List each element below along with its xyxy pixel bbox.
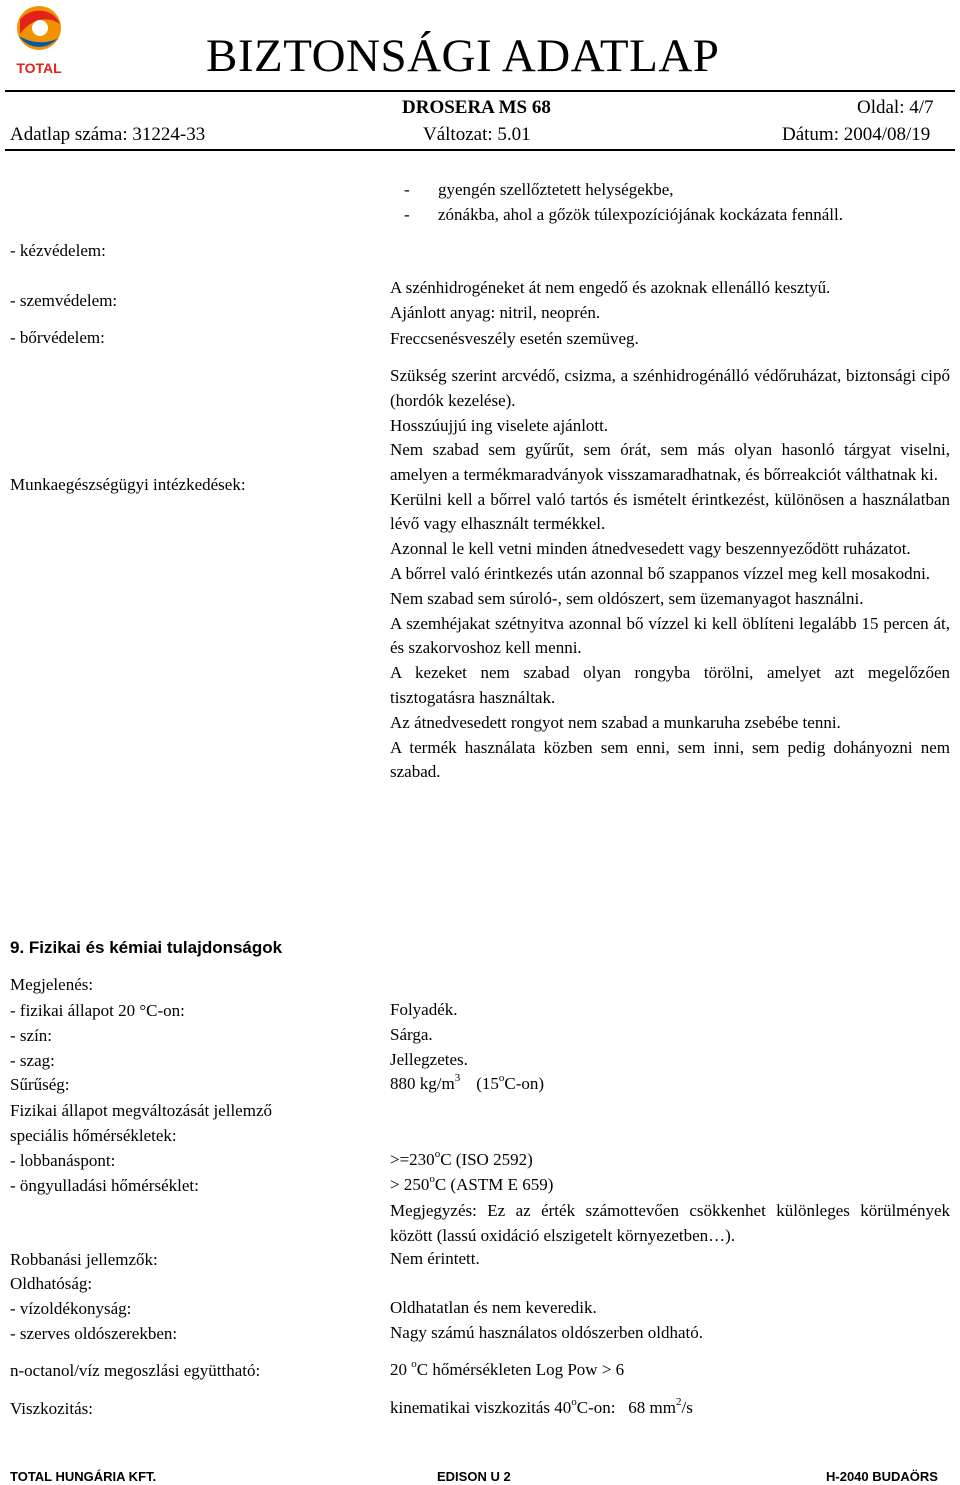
header-bottom-rule — [5, 149, 955, 151]
organic-solubility-value: Nagy számú használatos oldószerben oldható. — [390, 1323, 703, 1342]
hand-protection-value: A szénhidrogéneket át nem engedő és azoknak ellenálló kesztyű. Ajánlott anyag: nitril, neoprén. — [390, 278, 831, 322]
partition-label: n-octanol/víz megoszlási együttható: — [10, 1361, 261, 1380]
eye-protection-label: - szemvédelem: — [10, 291, 118, 310]
footer-city: H-2040 BUDAÖRS — [826, 1469, 938, 1484]
flash-point-label: - lobbanáspont: — [10, 1151, 116, 1170]
viscosity-value: kinematikai viszkozitás 40$^o$C-on: 68 $mm^2/s$ — [390, 1396, 693, 1417]
flash-point-value: $>=230^oC$ (ISO 2592) — [390, 1148, 533, 1169]
list-item: - gyengén szellőztetett helységekbe, — [404, 180, 674, 199]
water-solubility-value: Oldhatatlan és nem keveredik. — [390, 1298, 597, 1317]
document-title: BIZTONSÁGI ADATLAP — [206, 30, 720, 82]
solubility-label: Oldhatóság: — [10, 1274, 93, 1293]
total-logo — [10, 4, 68, 76]
color-label: - szín: — [10, 1026, 53, 1045]
density-label: Sűrűség: — [10, 1075, 70, 1094]
total-logo-icon — [10, 4, 68, 76]
footer-address: EDISON U 2 — [437, 1469, 511, 1484]
sheet-number: Adatlap száma: 31224-33 — [10, 124, 206, 145]
skin-protection-label: - bőrvédelem: — [10, 328, 105, 347]
temps-label-1: Fizikai állapot megváltozását jellemző — [10, 1101, 272, 1120]
explosive-label: Robbanási jellemzők: — [10, 1250, 158, 1269]
hygiene-text: Nem szabad sem gyűrűt, sem órát, sem más olyan hasonló tárgyat viselni, amelyen a termékmaradványok visszamaradhatnak, és bőrreakciót válthatnak ki. Kerülni kell a bőrrel való tartós és ismételt érintkezést, különösen a használatban lévő vagy elhasznált termékkel. Azonnal le kell vetni minden átnedvesedett vagy beszennyeződött ruházatot. A bőrrel való érintkezés után azonnal bő szappanos vízzel meg kell mosakodni. Nem szabad sem súroló-, sem oldószert, sem üzemanyagot használni. A szemhéjakat szétnyitva azonnal bő vízzel ki kell öblíteni legalább 15 percen át, és szakorvoshoz kell menni. A kezeket nem szabad olyan rongyba törölni, amelyet azt megelőzően tisztogatásra használtak. Az átnedvesedett rongyot nem szabad a munkaruha zsebébe tenni. A termék használata közben sem enni, sem inni, sem pedig dohányozni nem szabad. — [390, 440, 950, 782]
state-value: Folyadék. — [390, 1000, 458, 1019]
autoignition-value: > $250^oC$ (ASTM E 659) — [390, 1173, 554, 1194]
density-value: 880 $kg/m^3$ (15$^o$C-on) — [390, 1072, 545, 1093]
autoignition-label: - öngyulladási hőmérséklet: — [10, 1176, 199, 1195]
logo-text: TOTAL — [16, 60, 62, 76]
explosive-value: Nem érintett. — [390, 1249, 480, 1268]
list-item: - zónákba, ahol a gőzök túlexpozíciójának kockázata fennáll. — [404, 205, 843, 224]
state-label: - fizikai állapot 20 °C-on: — [10, 1001, 185, 1020]
viscosity-label: Viszkozitás: — [10, 1399, 94, 1418]
page-number: Oldal: 4/7 — [857, 97, 934, 118]
skin-protection-value: Szükség szerint arcvédő, csizma, a szénhidrogénálló védőruházat, biztonsági cipő (hordók kezelése). Hosszúujjú ing viselete ajánlott. — [390, 366, 950, 435]
date: Dátum: 2004/08/19 — [782, 124, 931, 145]
hand-protection-label: - kézvédelem: — [10, 241, 106, 260]
color-value: Sárga. — [390, 1025, 433, 1044]
footer-company: TOTAL HUNGÁRIA KFT. — [10, 1469, 157, 1484]
water-solubility-label: - vízoldékonyság: — [10, 1299, 132, 1318]
header-top-rule — [5, 90, 955, 92]
hygiene-label: Munkaegészségügyi intézkedések: — [10, 475, 246, 494]
partition-value: 20 $^o$C hőmérsékleten Log Pow > 6 — [390, 1358, 625, 1379]
eye-protection-value: Freccsenésveszély esetén szemüveg. — [390, 329, 639, 348]
odor-value: Jellegzetes. — [390, 1050, 468, 1069]
product-name: DROSERA MS 68 — [402, 97, 551, 118]
appearance-label: Megjelenés: — [10, 975, 94, 994]
autoignition-note: Megjegyzés: Ez az érték számottevően csökkenhet különleges körülmények között (lassú oxidáció elszigetelt környezetben…). — [390, 1201, 950, 1245]
version: Változat: 5.01 — [423, 124, 531, 145]
section-9-title: 9. Fizikai és kémiai tulajdonságok — [10, 938, 283, 957]
continuation-list — [404, 177, 951, 227]
organic-solubility-label: - szerves oldószerekben: — [10, 1324, 178, 1343]
odor-label: - szag: — [10, 1051, 55, 1070]
temps-label-2: speciális hőmérsékletek: — [10, 1126, 177, 1145]
